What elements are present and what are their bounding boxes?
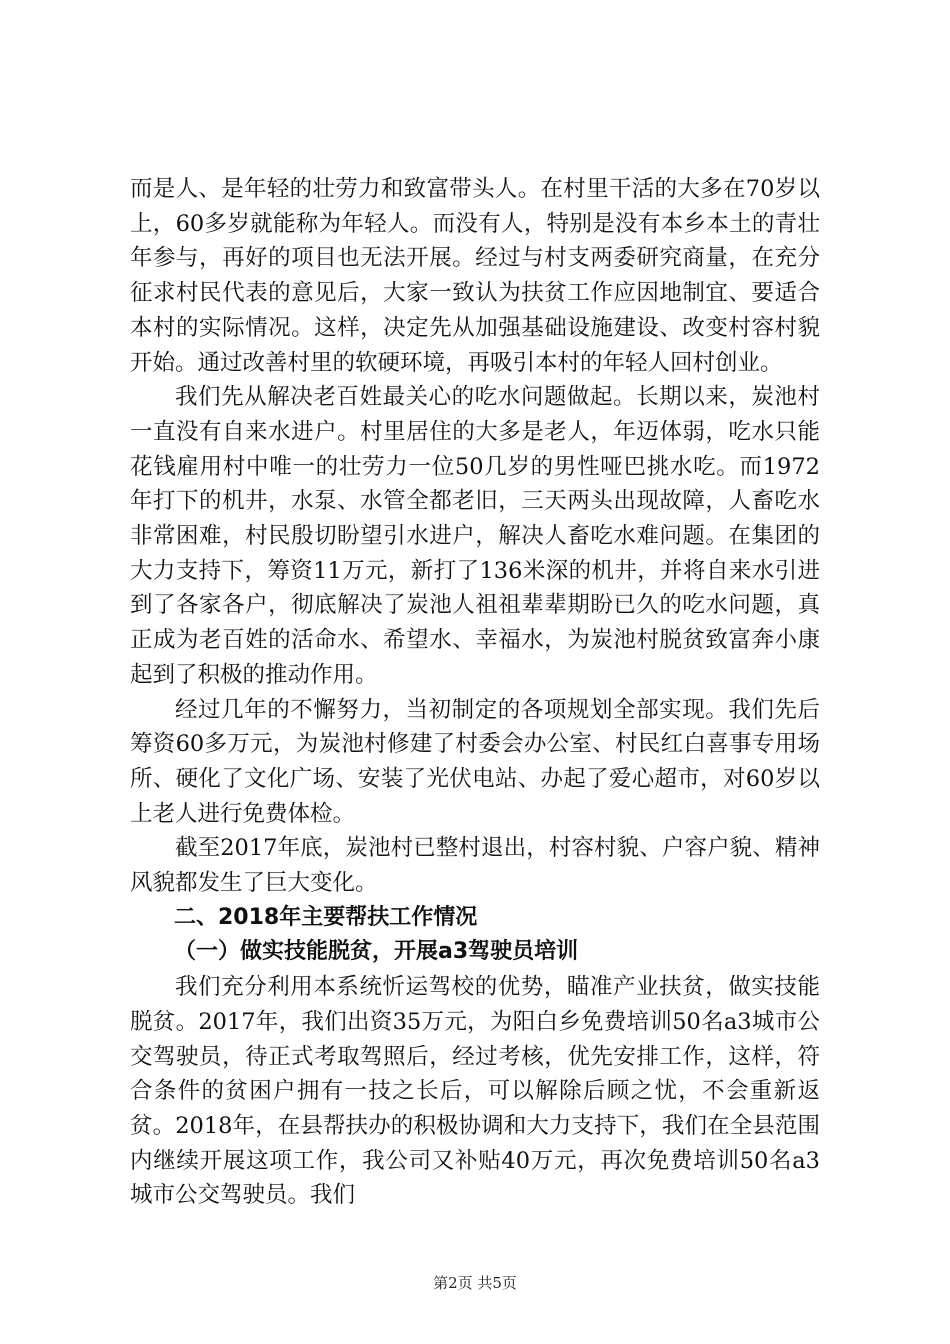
paragraph-4: 截至2017年底，炭池村已整村退出，村容村貌、户容户貌、精神风貌都发生了巨大变化。 [130, 835, 820, 897]
section-heading: 二、2018年主要帮扶工作情况 [174, 904, 478, 930]
paragraph-5: 我们充分利用本系统忻运驾校的优势，瞄准产业扶贫，做实技能脱贫。2017年，我们出资35万元，为阳白乡免费培训50名a3城市公交驾驶员，待正式考取驾照后，经过考核，优先安排工作，这样，符合条件的贫困户拥有一技之长后，可以解除后顾之忧，不会重新返贫。2018年，在县帮扶办的积极协调和大力支持下，我们在全县范围内继续开展这项工作，我公司又补贴40万元，再次免费培训50名a3城市公交驾驶员。我们 [130, 974, 820, 1209]
paragraph-1: 而是人、是年轻的壮劳力和致富带头人。在村里干活的大多在70岁以上，60多岁就能称为年轻人。而没有人，特别是没有本乡本土的青壮年参与，再好的项目也无法开展。经过与村支两委研究商量，在充分征求村民代表的意见后，大家一致认为扶贫工作应因地制宜、要适合本村的实际情况。这样，决定先从加强基础设施建设、改变村容村貌开始。通过改善村里的软硬环境，再吸引本村的年轻人回村创业。 [130, 176, 820, 376]
paragraph-3: 经过几年的不懈努力，当初制定的各项规划全部实现。我们先后筹资60多万元，为炭池村修建了村委会办公室、村民红白喜事专用场所、硬化了文化广场、安装了光伏电站、办起了爱心超市，对60岁以上老人进行免费体检。 [130, 696, 820, 827]
paragraph-2: 我们先从解决老百姓最关心的吃水问题做起。长期以来，炭池村一直没有自来水进户。村里居住的大多是老人，年迈体弱，吃水只能花钱雇用村中唯一的壮劳力一位50几岁的男性哑巴挑水吃。而1972年打下的机井，水泵、水管全都老旧，三天两头出现故障，人畜吃水非常困难，村民殷切盼望引水进户，解决人畜吃水难问题。在集团的大力支持下，筹资11万元，新打了136米深的机井，并将自来水引进到了各家各户，彻底解决了炭池人祖祖辈辈期盼已久的吃水问题，真正成为老百姓的活命水、希望水、幸福水，为炭池村脱贫致富奔小康起到了积极的推动作用。 [130, 384, 820, 688]
page-footer: 第2页 共5页 [433, 1274, 517, 1292]
subsection-heading: （一）做实技能脱贫，开展a3驾驶员培训 [174, 939, 579, 965]
document-body [130, 172, 820, 1213]
